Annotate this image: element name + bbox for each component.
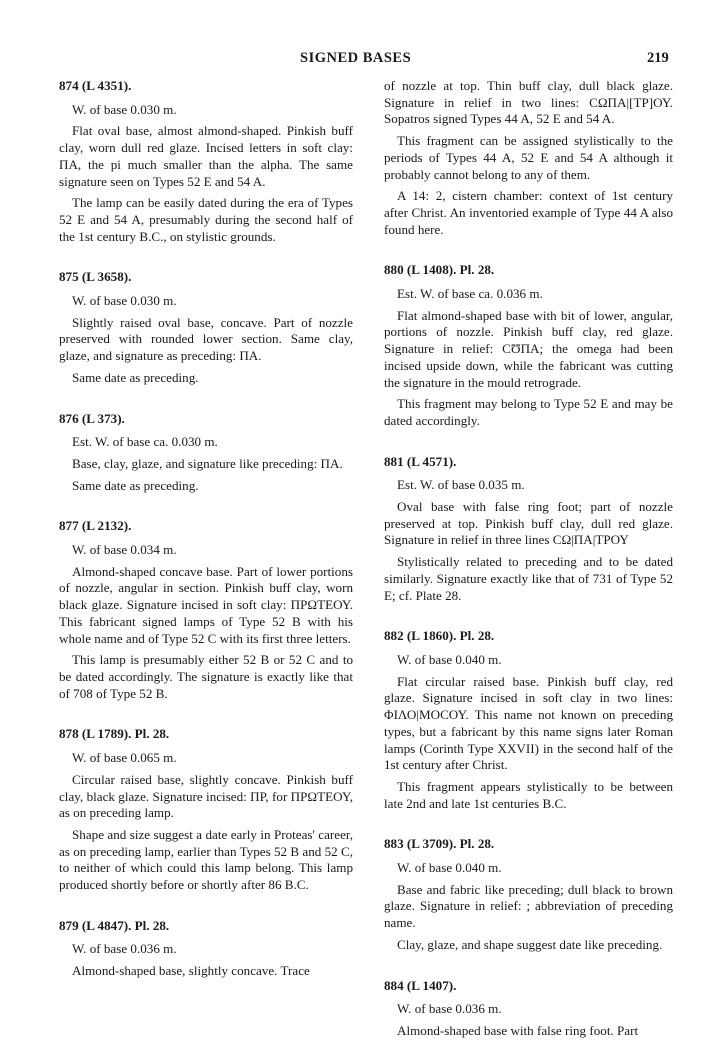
- entry-dimension: W. of base 0.065 m.: [72, 750, 177, 766]
- entry-paragraph: of nozzle at top. Thin buff clay, dull black glaze. Signature in relief in two lines: CΩΠΑ|[ΤΡ]ΟΥ. Sopatros signed Types 44 A, 52 E and 54 A.: [384, 78, 673, 127]
- entry-gap: [59, 499, 353, 518]
- catalogue-entry: [59, 918, 353, 980]
- entry-paragraph: Flat almond-shaped base with bit of lower, angular, portions of nozzle. Pinkish buff clay, red glaze. Signature in relief: CƱΠΑ; the omega had been incised upside down, while the fabricant was cutting the signature in the mould retrograde.: [384, 307, 673, 390]
- entry-dimension: W. of base 0.034 m.: [72, 542, 177, 558]
- entry-gap: [59, 899, 353, 918]
- entry-paragraph: Slightly raised oval base, concave. Part of nozzle preserved with rounded lower section. Same clay, glaze, and signature as preceding: ΠΑ.: [59, 314, 353, 364]
- entry-heading: 884 (L 1407).: [384, 977, 457, 993]
- catalogue-entry: [384, 978, 673, 1040]
- entry-gap: [384, 959, 673, 978]
- entry-gap: [384, 243, 673, 262]
- page-header: [0, 50, 728, 70]
- entry-gap: [384, 817, 673, 836]
- entry-paragraph: Almond-shaped base with false ring foot. Part: [397, 1022, 639, 1038]
- entry-paragraph: Almond-shaped concave base. Part of lower portions of nozzle, angular in section. Pinkish buff clay, worn black glaze. Signature incised in soft clay: ΠΡΩΤΕΟΥ. This fabricant signed lamps of Type 52 B with his whole name and of Type 52 C with its first three letters.: [59, 563, 353, 646]
- running-title: SIGNED BASES: [300, 50, 412, 66]
- entry-paragraph: Clay, glaze, and shape suggest date like preceding.: [397, 936, 663, 952]
- entry-gap: [384, 609, 673, 628]
- entry-dimension: W. of base 0.030 m.: [72, 293, 177, 309]
- entry-paragraph: Stylistically related to preceding and to be dated similarly. Signature exactly like that of 731 of Type 52 E; cf. Plate 28.: [384, 554, 673, 603]
- entry-gap: [59, 707, 353, 726]
- entry-heading: 880 (L 1408). Pl. 28.: [384, 262, 495, 278]
- entry-dimension: W. of base 0.040 m.: [397, 860, 502, 876]
- entry-gap: [59, 250, 353, 269]
- catalogue-entry: [384, 262, 673, 429]
- entry-dimension: Est. W. of base ca. 0.036 m.: [397, 286, 543, 302]
- entry-paragraph: A 14: 2, cistern chamber: context of 1st century after Christ. An inventoried example of Type 44 A also found here.: [384, 188, 673, 237]
- entry-heading: 882 (L 1860). Pl. 28.: [384, 628, 495, 644]
- entry-heading: 883 (L 3709). Pl. 28.: [384, 836, 495, 852]
- entry-paragraph: Almond-shaped base, slightly concave. Trace: [72, 963, 310, 979]
- entry-paragraph: Oval base with false ring foot; part of nozzle preserved at top. Pinkish buff clay, dull red glaze. Signature in relief in three lines CΩ|ΠΑ|ΤΡΟΥ: [384, 499, 673, 548]
- left-column: [59, 78, 353, 985]
- entry-gap: [59, 392, 353, 411]
- entry-heading: 876 (L 373).: [59, 410, 125, 426]
- entry-paragraph: The lamp can be easily dated during the era of Types 52 E and 54 A, presumably during the second half of the 1st century B.C., on stylistic grounds.: [59, 195, 353, 244]
- entry-heading: 875 (L 3658).: [59, 269, 132, 285]
- entry-paragraph: Base, clay, glaze, and signature like preceding: ΠΑ.: [72, 455, 343, 471]
- entry-gap: [384, 435, 673, 454]
- catalogue-entry: [59, 411, 353, 495]
- right-column: [384, 78, 673, 1045]
- catalogue-entry: [59, 726, 353, 893]
- entry-heading: 878 (L 1789). Pl. 28.: [59, 726, 170, 742]
- entry-dimension: W. of base 0.030 m.: [72, 101, 177, 117]
- entry-dimension: Est. W. of base 0.035 m.: [397, 477, 525, 493]
- entry-paragraph: Base and fabric like preceding; dull black to brown glaze. Signature in relief: ; abbreviation of preceding name.: [384, 881, 673, 931]
- catalogue-entry: [59, 78, 353, 245]
- entry-dimension: W. of base 0.036 m.: [72, 941, 177, 957]
- entry-heading: 881 (L 4571).: [384, 453, 457, 469]
- catalogue-entry: [384, 628, 673, 812]
- entry-paragraph: Same date as preceding.: [72, 369, 199, 385]
- entry-dimension: W. of base 0.040 m.: [397, 651, 502, 667]
- entry-heading: 879 (L 4847). Pl. 28.: [59, 917, 170, 933]
- entry-paragraph: This fragment appears stylistically to be between late 2nd and late 1st centuries B.C.: [384, 778, 673, 811]
- entry-paragraph: Shape and size suggest a date early in Proteas' career, as on preceding lamp, earlier than Types 52 B and 52 C, to neither of which could this lamp belong. This lamp produced shortly before or shortly after 86 B.C.: [59, 826, 353, 893]
- catalogue-entry: [384, 836, 673, 953]
- catalogue-entry: [384, 454, 673, 605]
- entry-paragraph: Circular raised base, slightly concave. Pinkish buff clay, black glaze. Signature incised: ΠΡ, for ΠΡΩΤΕΟΥ, as on preceding lamp.: [59, 771, 353, 821]
- catalogue-entry: [59, 269, 353, 386]
- entry-dimension: Est. W. of base ca. 0.030 m.: [72, 434, 218, 450]
- entry-dimension: W. of base 0.036 m.: [397, 1001, 502, 1017]
- entry-paragraph: This fragment may belong to Type 52 E and may be dated accordingly.: [384, 396, 673, 428]
- entry-paragraph: This fragment can be assigned stylistically to the periods of Types 44 A, 52 E and 54 A although it probably cannot belong to any of them.: [384, 133, 673, 182]
- page-number: 219: [647, 50, 669, 66]
- entry-paragraph: This lamp is presumably either 52 B or 52 C and to be dated accordingly. The signature is exactly like that of 708 of Type 52 B.: [59, 652, 353, 701]
- catalogue-entry: [384, 78, 673, 238]
- entry-paragraph: Flat circular raised base. Pinkish buff clay, red glaze. Signature incised in soft clay in two lines: ΦΙΛΟ|ΜΟCΟΥ. This name not known on preceding types, but a fabricant by this name signs later Roman lamps (Corinth Type XXVII) in the second half of the 1st century after Christ.: [384, 673, 673, 773]
- entry-paragraph: Flat oval base, almost almond-shaped. Pinkish buff clay, worn dull red glaze. Incised letters in soft clay: ΠΑ, the pi much smaller than the alpha. The same signature seen on Types 52 E and 54 A.: [59, 123, 353, 189]
- entry-heading: 877 (L 2132).: [59, 518, 132, 534]
- entry-heading: 874 (L 4351).: [59, 78, 132, 93]
- catalogue-entry: [59, 518, 353, 702]
- entry-paragraph: Same date as preceding.: [72, 477, 199, 493]
